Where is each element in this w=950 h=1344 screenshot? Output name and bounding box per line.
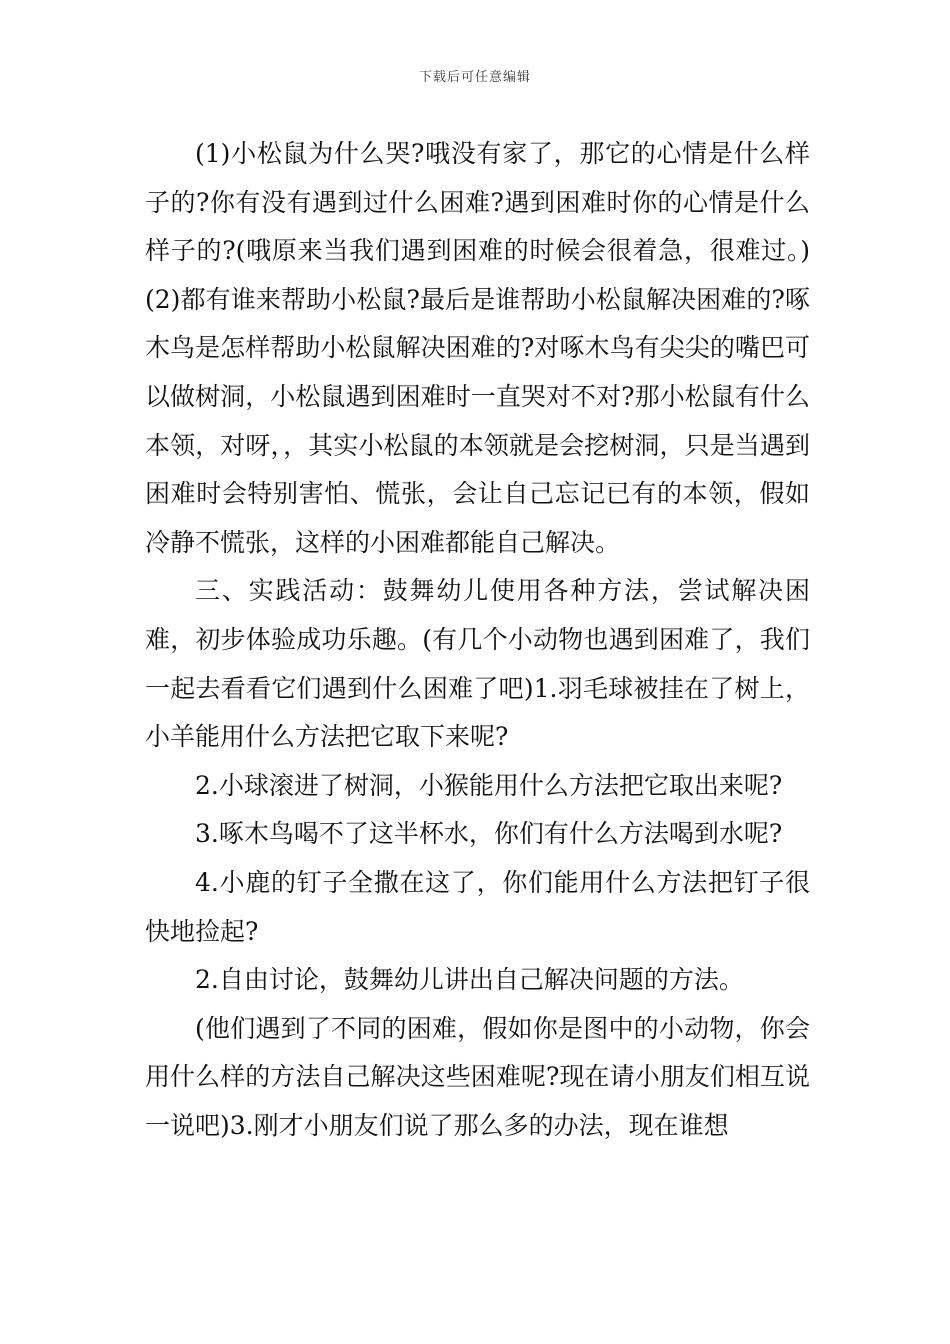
- paragraph: (1)小松鼠为什么哭?哦没有家了，那它的心情是什么样子的?你有没有遇到过什么困难?遇到困难时你的心情是什么样子的?(哦原来当我们遇到困难的时候会很着急，很难过。)(2)都有谁来帮助小松鼠?最后是谁帮助小松鼠解决困难的?啄木鸟是怎样帮助小松鼠解决困难的?对啄木鸟有尖尖的嘴巴可以做树洞，小松鼠遇到困难时一直哭对不对?那小松鼠有什么本领，对呀，，其实小松鼠的本领就是会挖树洞，只是当遇到困难时会特别害怕、慌张，会让自己忘记已有的本领，假如冷静不慌张，这样的小困难都能自己解决。: [145, 139, 810, 557]
- document-body: [145, 130, 810, 1150]
- paragraph: (他们遇到了不同的困难，假如你是图中的小动物，你会用什么样的方法自己解决这些困难呢?现在请小朋友们相互说一说吧)3.刚才小朋友们说了那么多的办法，现在谁想: [145, 1013, 810, 1140]
- paragraph: 2.小球滚进了树洞，小猴能用什么方法把它取出来呢?: [195, 770, 783, 800]
- page-header: 下载后可任意编辑: [418, 70, 531, 85]
- paragraph: 4.小鹿的钉子全撒在这了，你们能用什么方法把钉子很快地捡起?: [145, 867, 810, 946]
- paragraph: 三、实践活动：鼓舞幼儿使用各种方法，尝试解决困难，初步体验成功乐趣。(有几个小动物也遇到困难了，我们一起去看看它们遇到什么困难了吧)1.羽毛球被挂在了树上，小羊能用什么方法把它取下来呢?: [145, 576, 810, 752]
- paragraph: 3.啄木鸟喝不了这半杯水，你们有什么方法喝到水呢?: [195, 819, 783, 849]
- paragraph: 2.自由讨论，鼓舞幼儿讲出自己解决问题的方法。: [195, 965, 744, 995]
